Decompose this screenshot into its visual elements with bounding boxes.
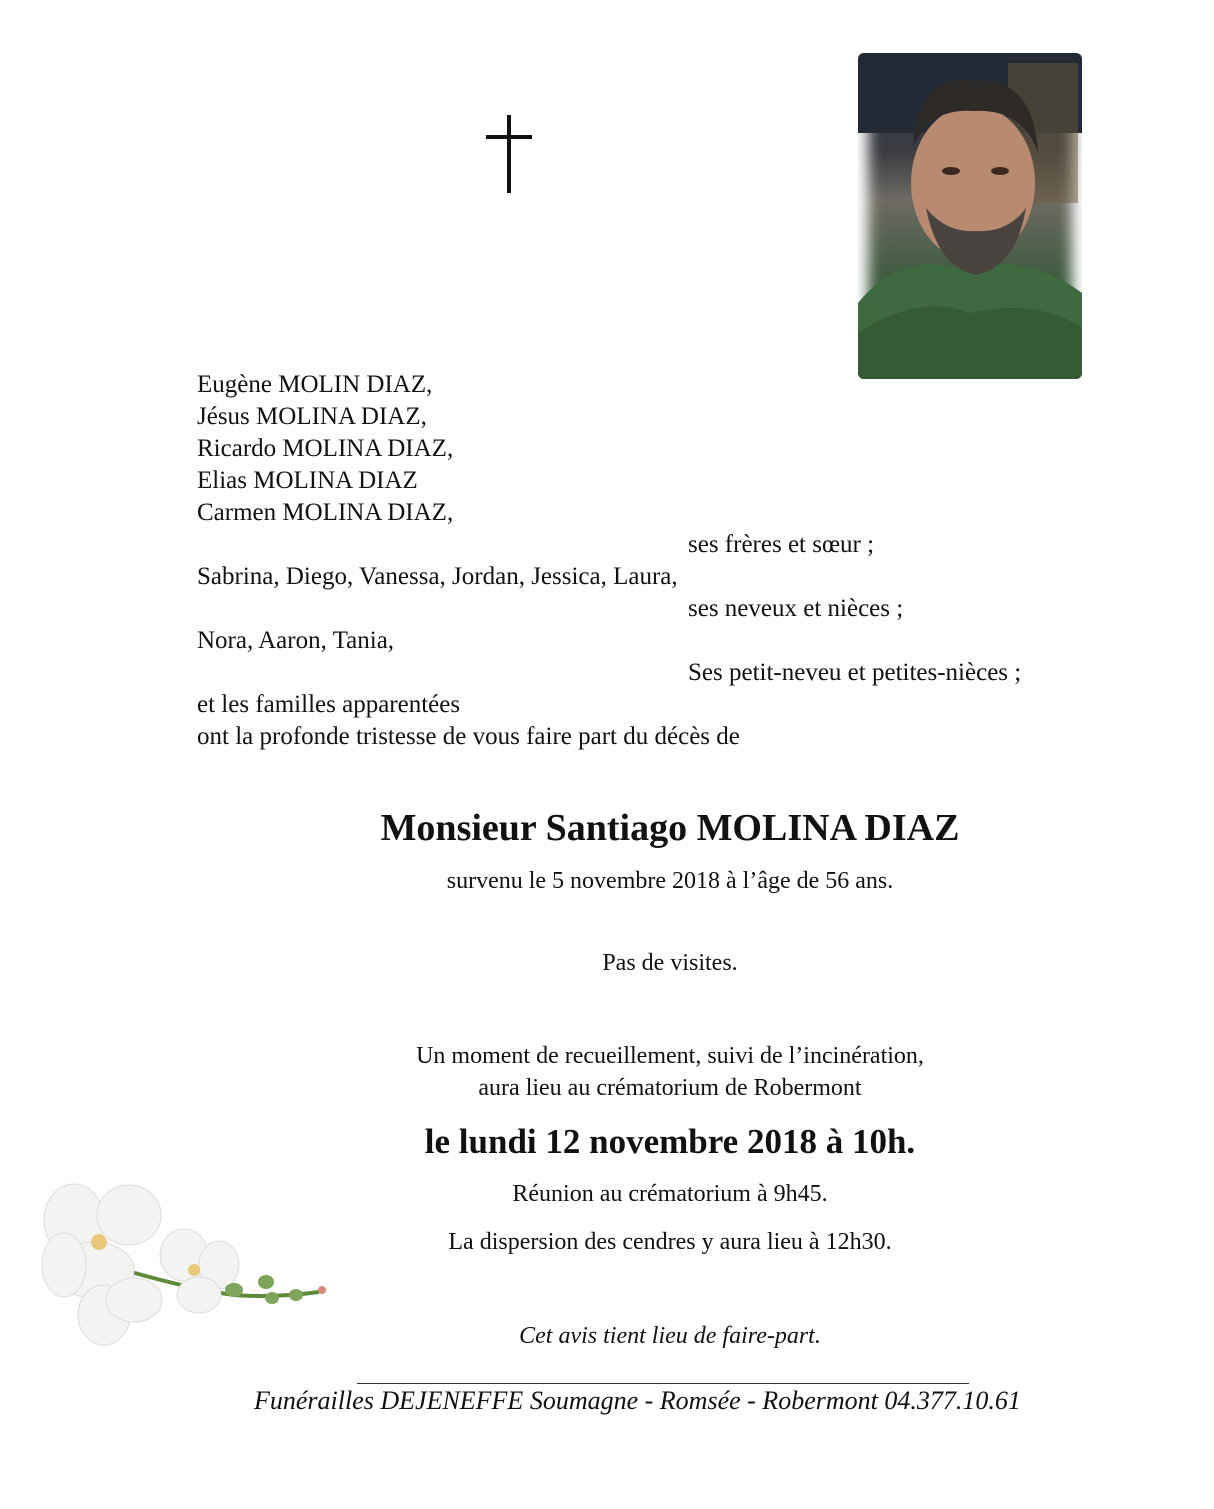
cross-icon [486, 115, 532, 193]
dispersion-time: La dispersion des cendres y aura lieu à 12h30. [448, 1229, 892, 1255]
portrait-photo [858, 53, 1082, 379]
family-member: Ricardo MOLINA DIAZ, [197, 435, 454, 462]
deceased-details: survenu le 5 novembre 2018 à l’âge de 56 ans. [446, 868, 894, 894]
announcement-line: ont la profonde tristesse de vous faire part du décès de [197, 723, 740, 750]
divider [357, 1383, 969, 1384]
ceremony-line-2: aura lieu au crématorium de Robermont [478, 1075, 862, 1101]
visits-note: Pas de visites. [602, 950, 738, 976]
family-member: Jésus MOLINA DIAZ, [197, 403, 427, 430]
family-list [197, 369, 453, 529]
nephews-relation: ses neveux et nièces ; [688, 595, 904, 622]
family-member: Carmen MOLINA DIAZ, [197, 499, 454, 526]
nephews-list: Sabrina, Diego, Vanessa, Jordan, Jessica, Laura, [197, 563, 678, 590]
reunion-time: Réunion au crématorium à 9h45. [512, 1181, 828, 1207]
grandnephews-list: Nora, Aaron, Tania, [197, 627, 395, 654]
orchid-icon [34, 1170, 334, 1360]
brothers-relation: ses frères et sœur ; [688, 531, 875, 558]
family-member: Elias MOLINA DIAZ [197, 467, 418, 494]
grandnephews-relation: Ses petit-neveu et petites-nièces ; [688, 659, 1022, 686]
ceremony-line-1: Un moment de recueillement, suivi de l’incinération, [416, 1043, 924, 1069]
deceased-name: Monsieur Santiago MOLINA DIAZ [380, 807, 960, 849]
ceremony-date: le lundi 12 novembre 2018 à 10h. [424, 1122, 916, 1161]
funeral-home-footer: Funérailles DEJENEFFE Soumagne - Romsée - Robermont 04.377.10.61 [254, 1386, 1021, 1415]
families-line: et les familles apparentées [197, 691, 461, 718]
notice-line: Cet avis tient lieu de faire-part. [519, 1323, 821, 1349]
family-member: Eugène MOLIN DIAZ, [197, 371, 433, 398]
ceremony-description [0, 1040, 1214, 1104]
